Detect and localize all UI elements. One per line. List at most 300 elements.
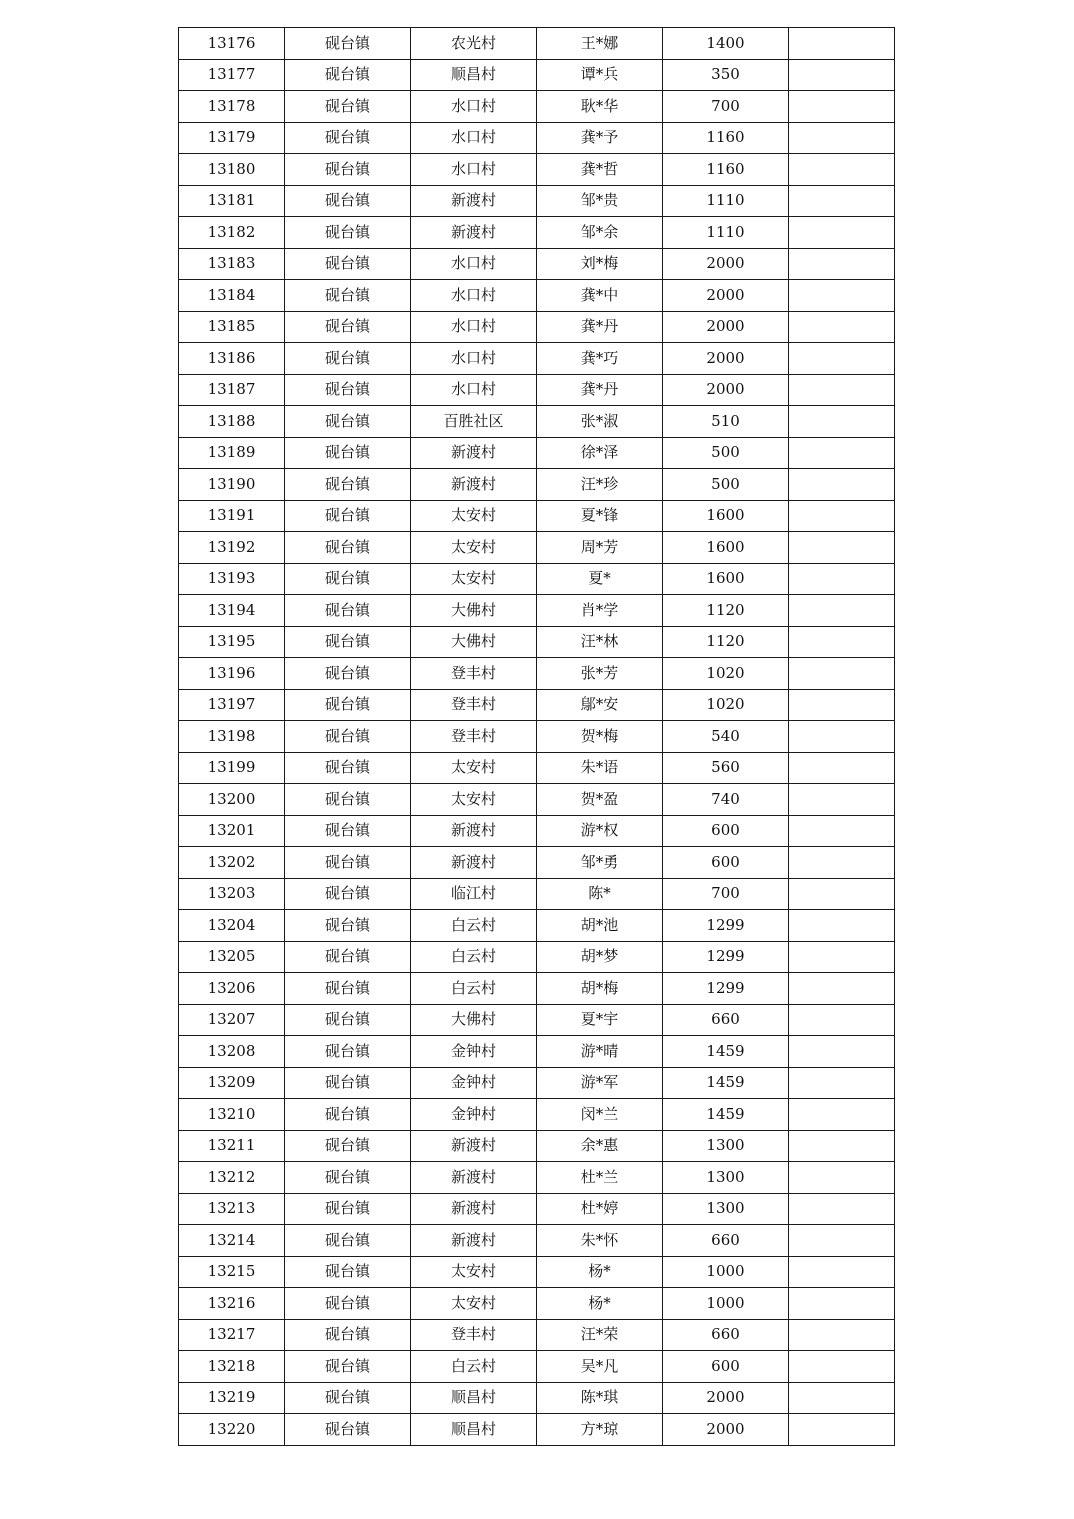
village-cell: 新渡村 [411,1225,537,1257]
note-cell [789,374,895,406]
name-cell: 吴*凡 [537,1351,663,1383]
row-number-cell: 13176 [179,28,285,60]
row-number-cell: 13198 [179,721,285,753]
amount-cell: 1000 [663,1256,789,1288]
village-cell: 新渡村 [411,1193,537,1225]
note-cell [789,815,895,847]
table-row [179,28,895,60]
amount-cell: 350 [663,59,789,91]
note-cell [789,59,895,91]
roster-table [178,27,895,1446]
village-cell: 白云村 [411,910,537,942]
row-number-cell: 13220 [179,1414,285,1446]
table-row [179,1414,895,1446]
row-number-cell: 13209 [179,1067,285,1099]
name-cell: 刘*梅 [537,248,663,280]
town-cell: 砚台镇 [285,1351,411,1383]
row-number-cell: 13201 [179,815,285,847]
village-cell: 大佛村 [411,626,537,658]
name-cell: 方*琼 [537,1414,663,1446]
town-cell: 砚台镇 [285,1288,411,1320]
name-cell: 夏*宇 [537,1004,663,1036]
village-cell: 太安村 [411,500,537,532]
note-cell [789,280,895,312]
row-number-cell: 13181 [179,185,285,217]
town-cell: 砚台镇 [285,941,411,973]
village-cell: 水口村 [411,280,537,312]
name-cell: 徐*泽 [537,437,663,469]
amount-cell: 1459 [663,1099,789,1131]
row-number-cell: 13190 [179,469,285,501]
table-row [179,1162,895,1194]
name-cell: 贺*梅 [537,721,663,753]
amount-cell: 1299 [663,941,789,973]
amount-cell: 1600 [663,532,789,564]
table-row [179,1099,895,1131]
town-cell: 砚台镇 [285,500,411,532]
row-number-cell: 13218 [179,1351,285,1383]
amount-cell: 540 [663,721,789,753]
table-row [179,658,895,690]
amount-cell: 1459 [663,1067,789,1099]
note-cell [789,91,895,123]
name-cell: 汪*林 [537,626,663,658]
village-cell: 登丰村 [411,658,537,690]
note-cell [789,28,895,60]
town-cell: 砚台镇 [285,374,411,406]
note-cell [789,1193,895,1225]
village-cell: 顺昌村 [411,59,537,91]
note-cell [789,1382,895,1414]
table-row [179,91,895,123]
note-cell [789,1256,895,1288]
table-row [179,406,895,438]
note-cell [789,185,895,217]
note-cell [789,1225,895,1257]
town-cell: 砚台镇 [285,91,411,123]
town-cell: 砚台镇 [285,280,411,312]
table-row [179,721,895,753]
amount-cell: 2000 [663,374,789,406]
town-cell: 砚台镇 [285,689,411,721]
village-cell: 登丰村 [411,1319,537,1351]
row-number-cell: 13206 [179,973,285,1005]
row-number-cell: 13204 [179,910,285,942]
name-cell: 胡*梅 [537,973,663,1005]
town-cell: 砚台镇 [285,343,411,375]
amount-cell: 2000 [663,343,789,375]
amount-cell: 1020 [663,658,789,690]
village-cell: 新渡村 [411,185,537,217]
amount-cell: 1299 [663,973,789,1005]
table-row [179,500,895,532]
amount-cell: 1300 [663,1193,789,1225]
row-number-cell: 13179 [179,122,285,154]
row-number-cell: 13192 [179,532,285,564]
name-cell: 耿*华 [537,91,663,123]
town-cell: 砚台镇 [285,626,411,658]
table-row [179,815,895,847]
town-cell: 砚台镇 [285,563,411,595]
amount-cell: 700 [663,878,789,910]
table-row [179,469,895,501]
town-cell: 砚台镇 [285,815,411,847]
name-cell: 龚*中 [537,280,663,312]
table-row [179,563,895,595]
table-row [179,59,895,91]
name-cell: 邹*勇 [537,847,663,879]
village-cell: 新渡村 [411,1130,537,1162]
table-row [179,217,895,249]
village-cell: 水口村 [411,154,537,186]
row-number-cell: 13210 [179,1099,285,1131]
table-row [179,1036,895,1068]
town-cell: 砚台镇 [285,1036,411,1068]
village-cell: 水口村 [411,343,537,375]
name-cell: 夏*锋 [537,500,663,532]
name-cell: 邹*余 [537,217,663,249]
row-number-cell: 13212 [179,1162,285,1194]
village-cell: 金钟村 [411,1067,537,1099]
row-number-cell: 13186 [179,343,285,375]
town-cell: 砚台镇 [285,1162,411,1194]
village-cell: 顺昌村 [411,1414,537,1446]
note-cell [789,311,895,343]
name-cell: 肖*学 [537,595,663,627]
row-number-cell: 13211 [179,1130,285,1162]
name-cell: 龚*哲 [537,154,663,186]
table-row [179,1382,895,1414]
amount-cell: 1020 [663,689,789,721]
name-cell: 游*权 [537,815,663,847]
town-cell: 砚台镇 [285,878,411,910]
town-cell: 砚台镇 [285,154,411,186]
note-cell [789,406,895,438]
row-number-cell: 13193 [179,563,285,595]
table-row [179,1193,895,1225]
note-cell [789,1099,895,1131]
name-cell: 游*军 [537,1067,663,1099]
note-cell [789,469,895,501]
village-cell: 金钟村 [411,1036,537,1068]
town-cell: 砚台镇 [285,185,411,217]
table-row [179,185,895,217]
name-cell: 杨* [537,1288,663,1320]
amount-cell: 660 [663,1319,789,1351]
table-row [179,248,895,280]
amount-cell: 2000 [663,311,789,343]
row-number-cell: 13205 [179,941,285,973]
name-cell: 胡*梦 [537,941,663,973]
village-cell: 新渡村 [411,1162,537,1194]
amount-cell: 1110 [663,217,789,249]
note-cell [789,910,895,942]
amount-cell: 510 [663,406,789,438]
name-cell: 龚*丹 [537,311,663,343]
name-cell: 王*娜 [537,28,663,60]
village-cell: 临江村 [411,878,537,910]
town-cell: 砚台镇 [285,973,411,1005]
amount-cell: 660 [663,1225,789,1257]
table-row [179,752,895,784]
note-cell [789,154,895,186]
name-cell: 闵*兰 [537,1099,663,1131]
name-cell: 杜*兰 [537,1162,663,1194]
table-row [179,1004,895,1036]
row-number-cell: 13182 [179,217,285,249]
row-number-cell: 13216 [179,1288,285,1320]
town-cell: 砚台镇 [285,1225,411,1257]
town-cell: 砚台镇 [285,122,411,154]
village-cell: 太安村 [411,1256,537,1288]
town-cell: 砚台镇 [285,1319,411,1351]
amount-cell: 1160 [663,154,789,186]
row-number-cell: 13177 [179,59,285,91]
row-number-cell: 13188 [179,406,285,438]
table-row [179,311,895,343]
village-cell: 农光村 [411,28,537,60]
amount-cell: 1110 [663,185,789,217]
village-cell: 水口村 [411,122,537,154]
row-number-cell: 13183 [179,248,285,280]
amount-cell: 1120 [663,595,789,627]
table-row [179,941,895,973]
table-row [179,1067,895,1099]
table-row [179,626,895,658]
name-cell: 汪*珍 [537,469,663,501]
amount-cell: 1300 [663,1162,789,1194]
table-row [179,1256,895,1288]
amount-cell: 600 [663,1351,789,1383]
row-number-cell: 13178 [179,91,285,123]
village-cell: 金钟村 [411,1099,537,1131]
village-cell: 新渡村 [411,217,537,249]
village-cell: 白云村 [411,973,537,1005]
town-cell: 砚台镇 [285,1130,411,1162]
table-row [179,1319,895,1351]
table-row [179,1130,895,1162]
name-cell: 汪*荣 [537,1319,663,1351]
row-number-cell: 13199 [179,752,285,784]
row-number-cell: 13213 [179,1193,285,1225]
note-cell [789,1036,895,1068]
town-cell: 砚台镇 [285,1193,411,1225]
row-number-cell: 13215 [179,1256,285,1288]
town-cell: 砚台镇 [285,1414,411,1446]
name-cell: 张*淑 [537,406,663,438]
town-cell: 砚台镇 [285,658,411,690]
amount-cell: 700 [663,91,789,123]
note-cell [789,658,895,690]
village-cell: 太安村 [411,563,537,595]
note-cell [789,595,895,627]
amount-cell: 660 [663,1004,789,1036]
village-cell: 百胜社区 [411,406,537,438]
town-cell: 砚台镇 [285,784,411,816]
note-cell [789,847,895,879]
table-row [179,532,895,564]
note-cell [789,973,895,1005]
amount-cell: 1459 [663,1036,789,1068]
row-number-cell: 13189 [179,437,285,469]
amount-cell: 1600 [663,500,789,532]
table-row [179,910,895,942]
note-cell [789,752,895,784]
table-row [179,374,895,406]
row-number-cell: 13214 [179,1225,285,1257]
amount-cell: 600 [663,847,789,879]
amount-cell: 1120 [663,626,789,658]
row-number-cell: 13187 [179,374,285,406]
name-cell: 余*惠 [537,1130,663,1162]
note-cell [789,689,895,721]
table-row [179,437,895,469]
amount-cell: 1300 [663,1130,789,1162]
table-row [179,280,895,312]
town-cell: 砚台镇 [285,1099,411,1131]
town-cell: 砚台镇 [285,248,411,280]
village-cell: 新渡村 [411,847,537,879]
note-cell [789,784,895,816]
town-cell: 砚台镇 [285,437,411,469]
village-cell: 太安村 [411,752,537,784]
note-cell [789,1162,895,1194]
village-cell: 水口村 [411,311,537,343]
name-cell: 杜*婷 [537,1193,663,1225]
note-cell [789,1288,895,1320]
row-number-cell: 13184 [179,280,285,312]
note-cell [789,878,895,910]
amount-cell: 2000 [663,280,789,312]
roster-body [179,28,895,1446]
note-cell [789,1351,895,1383]
table-row [179,122,895,154]
note-cell [789,1319,895,1351]
amount-cell: 1400 [663,28,789,60]
note-cell [789,343,895,375]
table-row [179,847,895,879]
town-cell: 砚台镇 [285,1004,411,1036]
note-cell [789,1004,895,1036]
name-cell: 龚*予 [537,122,663,154]
row-number-cell: 13207 [179,1004,285,1036]
row-number-cell: 13203 [179,878,285,910]
table-row [179,1225,895,1257]
name-cell: 胡*池 [537,910,663,942]
note-cell [789,122,895,154]
note-cell [789,500,895,532]
table-row [179,343,895,375]
amount-cell: 560 [663,752,789,784]
town-cell: 砚台镇 [285,28,411,60]
town-cell: 砚台镇 [285,721,411,753]
amount-cell: 2000 [663,1382,789,1414]
amount-cell: 1160 [663,122,789,154]
name-cell: 陈* [537,878,663,910]
row-number-cell: 13195 [179,626,285,658]
table-row [179,784,895,816]
table-row [179,1288,895,1320]
table-row [179,595,895,627]
village-cell: 水口村 [411,248,537,280]
note-cell [789,1130,895,1162]
town-cell: 砚台镇 [285,217,411,249]
town-cell: 砚台镇 [285,406,411,438]
name-cell: 谭*兵 [537,59,663,91]
table-row [179,154,895,186]
note-cell [789,437,895,469]
name-cell: 陈*琪 [537,1382,663,1414]
village-cell: 白云村 [411,941,537,973]
amount-cell: 500 [663,437,789,469]
note-cell [789,248,895,280]
table-row [179,1351,895,1383]
amount-cell: 1600 [663,563,789,595]
name-cell: 夏* [537,563,663,595]
amount-cell: 1000 [663,1288,789,1320]
note-cell [789,1067,895,1099]
name-cell: 杨* [537,1256,663,1288]
amount-cell: 600 [663,815,789,847]
village-cell: 登丰村 [411,721,537,753]
table-row [179,973,895,1005]
note-cell [789,563,895,595]
row-number-cell: 13191 [179,500,285,532]
town-cell: 砚台镇 [285,910,411,942]
row-number-cell: 13180 [179,154,285,186]
note-cell [789,532,895,564]
note-cell [789,941,895,973]
town-cell: 砚台镇 [285,1382,411,1414]
row-number-cell: 13197 [179,689,285,721]
town-cell: 砚台镇 [285,847,411,879]
row-number-cell: 13208 [179,1036,285,1068]
amount-cell: 1299 [663,910,789,942]
row-number-cell: 13194 [179,595,285,627]
town-cell: 砚台镇 [285,469,411,501]
village-cell: 太安村 [411,784,537,816]
name-cell: 邹*贵 [537,185,663,217]
name-cell: 朱*语 [537,752,663,784]
village-cell: 太安村 [411,532,537,564]
row-number-cell: 13202 [179,847,285,879]
note-cell [789,721,895,753]
village-cell: 水口村 [411,91,537,123]
town-cell: 砚台镇 [285,1256,411,1288]
row-number-cell: 13219 [179,1382,285,1414]
row-number-cell: 13200 [179,784,285,816]
table-row [179,689,895,721]
village-cell: 新渡村 [411,437,537,469]
row-number-cell: 13196 [179,658,285,690]
village-cell: 白云村 [411,1351,537,1383]
village-cell: 新渡村 [411,815,537,847]
town-cell: 砚台镇 [285,311,411,343]
village-cell: 登丰村 [411,689,537,721]
name-cell: 贺*盈 [537,784,663,816]
amount-cell: 2000 [663,1414,789,1446]
name-cell: 鄔*安 [537,689,663,721]
note-cell [789,1414,895,1446]
name-cell: 张*芳 [537,658,663,690]
amount-cell: 740 [663,784,789,816]
village-cell: 大佛村 [411,1004,537,1036]
name-cell: 龚*巧 [537,343,663,375]
table-row [179,878,895,910]
village-cell: 水口村 [411,374,537,406]
amount-cell: 500 [663,469,789,501]
name-cell: 龚*丹 [537,374,663,406]
